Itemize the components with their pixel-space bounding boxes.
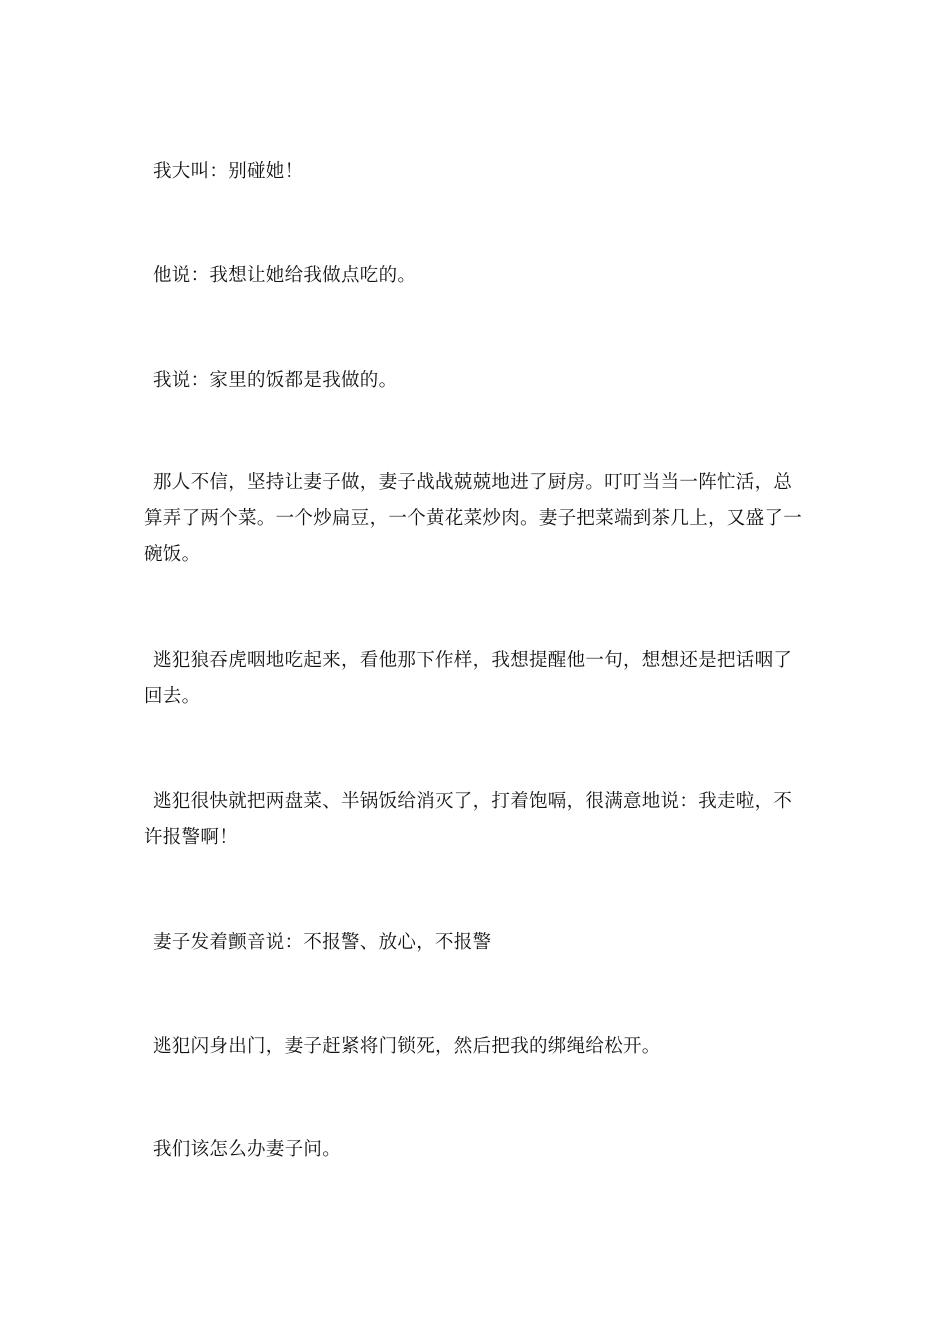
- paragraph: 我大叫：别碰她！: [153, 161, 304, 182]
- paragraph: 逃犯闪身出门，妻子赶紧将门锁死，然后把我的绑绳给松开。: [153, 1036, 661, 1057]
- paragraph: 我说：家里的饭都是我做的。: [153, 370, 398, 391]
- paragraph: 逃犯很快就把两盘菜、半锅饭给消灭了，打着饱嗝，很满意地说：我走啦，不许报警啊！: [144, 791, 793, 848]
- paragraph: 逃犯狼吞虎咽地吃起来，看他那下作样，我想提醒他一句，想想还是把话咽了回去。: [144, 650, 793, 707]
- paragraph: 妻子发着颤音说：不报警、放心，不报警: [153, 932, 492, 953]
- paragraph: 我们该怎么办妻子问。: [153, 1139, 342, 1160]
- paragraph: 那人不信，坚持让妻子做，妻子战战兢兢地进了厨房。叮叮当当一阵忙活，总算弄了两个菜。一个炒扁豆，一个黄花菜炒肉。妻子把菜端到茶几上，又盛了一碗饭。: [144, 472, 803, 565]
- paragraph: 他说：我想让她给我做点吃的。: [153, 265, 417, 286]
